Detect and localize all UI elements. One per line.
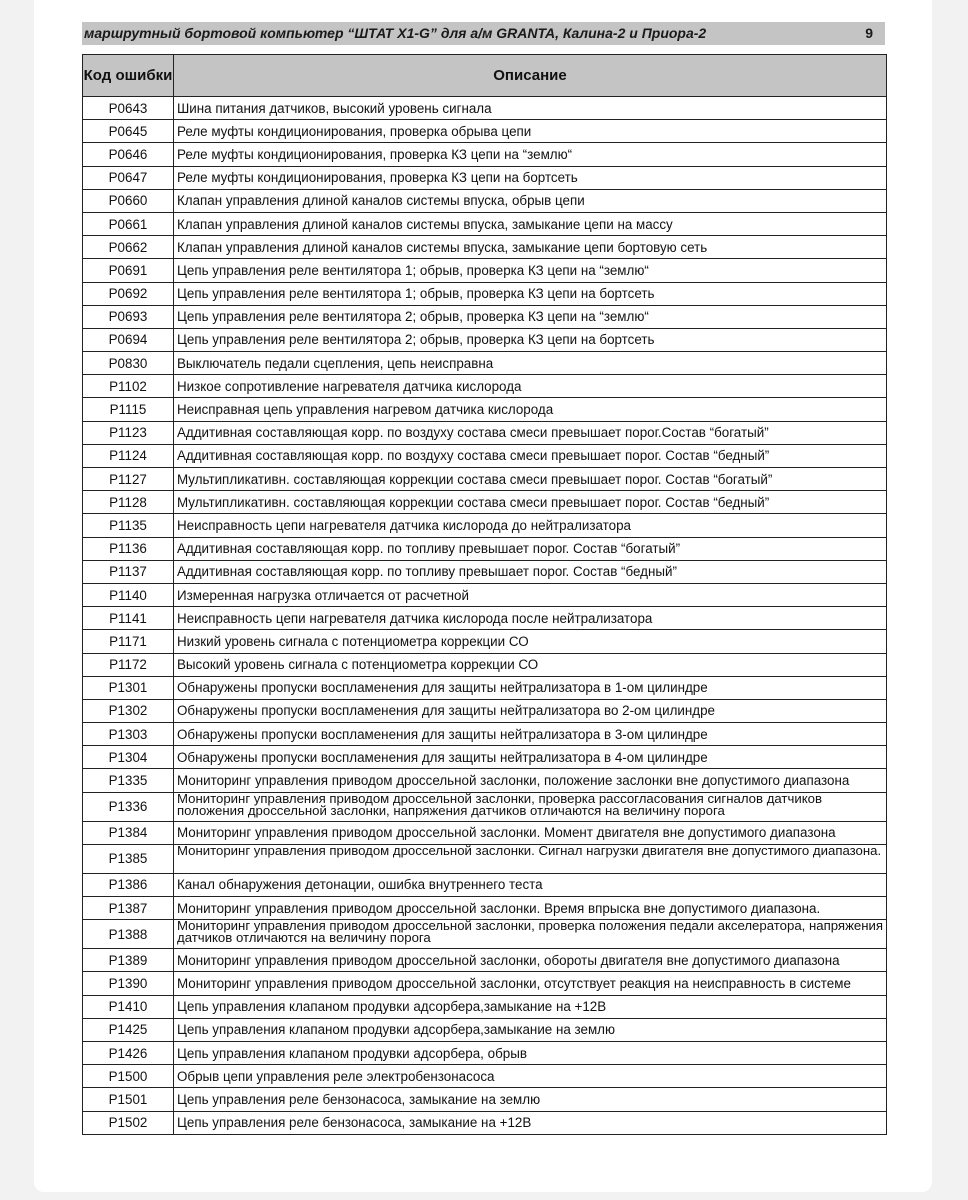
table-row (83, 723, 887, 746)
error-code: P0693 (83, 305, 174, 328)
table-row (83, 282, 887, 305)
error-code: P1128 (83, 491, 174, 514)
error-description: Клапан управления длиной каналов системы впуска, обрыв цепи (174, 189, 887, 212)
error-description: Обрыв цепи управления реле электробензонасоса (174, 1065, 887, 1088)
table-row (83, 444, 887, 467)
error-description: Мониторинг управления приводом дроссельной заслонки, отсутствует реакция на неисправность в системе (174, 972, 887, 995)
table-row (83, 676, 887, 699)
error-description: Высокий уровень сигнала с потенциометра коррекции СО (174, 653, 887, 676)
error-code: P1136 (83, 537, 174, 560)
error-description: Реле муфты кондиционирования, проверка КЗ цепи на бортсеть (174, 166, 887, 189)
error-code: P1127 (83, 468, 174, 491)
error-code: P0692 (83, 282, 174, 305)
error-description: Шина питания датчиков, высокий уровень сигнала (174, 97, 887, 120)
error-description: Мониторинг управления приводом дроссельной заслонки, проверка положения педали акселератора, напряжения датчиков отличаются на величину порога (174, 920, 887, 949)
table-row (83, 630, 887, 653)
error-code: P1301 (83, 676, 174, 699)
error-description: Аддитивная составляющая корр. по топливу превышает порог. Состав “богатый” (174, 537, 887, 560)
table-row (83, 212, 887, 235)
table-row (83, 236, 887, 259)
error-code: P1388 (83, 920, 174, 949)
error-code: P0660 (83, 189, 174, 212)
error-code: P0662 (83, 236, 174, 259)
error-code: P0830 (83, 352, 174, 375)
error-code: P0646 (83, 143, 174, 166)
error-code: P1502 (83, 1111, 174, 1134)
table-row (83, 699, 887, 722)
error-code: P1410 (83, 995, 174, 1018)
error-description: Низкий уровень сигнала с потенциометра коррекции СО (174, 630, 887, 653)
table-body (83, 97, 887, 1135)
table-row (83, 514, 887, 537)
error-code: P0647 (83, 166, 174, 189)
table-row (83, 421, 887, 444)
error-description: Цепь управления клапаном продувки адсорбера,замыкание на землю (174, 1018, 887, 1041)
table-row (83, 1018, 887, 1041)
error-code: P1384 (83, 821, 174, 844)
error-description: Аддитивная составляющая корр. по топливу превышает порог. Состав “бедный” (174, 560, 887, 583)
table-row (83, 352, 887, 375)
table-row (83, 972, 887, 995)
table-row (83, 1065, 887, 1088)
error-description: Обнаружены пропуски воспламенения для защиты нейтрализатора в 4-ом цилиндре (174, 746, 887, 769)
error-code: P1304 (83, 746, 174, 769)
table-row (83, 491, 887, 514)
table-row (83, 583, 887, 606)
error-description: Реле муфты кондиционирования, проверка обрыва цепи (174, 120, 887, 143)
error-code: P1102 (83, 375, 174, 398)
error-code: P1115 (83, 398, 174, 421)
error-code: P1385 (83, 844, 174, 873)
error-code: P1141 (83, 607, 174, 630)
error-description: Обнаружены пропуски воспламенения для защиты нейтрализатора в 3-ом цилиндре (174, 723, 887, 746)
page-number: 9 (865, 25, 873, 41)
table-header-row (83, 55, 887, 97)
table-row (83, 653, 887, 676)
error-description: Мультипликативн. составляющая коррекции состава смеси превышает порог. Состав “бедный” (174, 491, 887, 514)
error-description: Неисправная цепь управления нагревом датчика кислорода (174, 398, 887, 421)
error-code: P1124 (83, 444, 174, 467)
error-code: P0691 (83, 259, 174, 282)
table-row (83, 1111, 887, 1134)
error-description: Цепь управления реле вентилятора 2; обрыв, проверка КЗ цепи на бортсеть (174, 328, 887, 351)
error-code: P1123 (83, 421, 174, 444)
error-description: Аддитивная составляющая корр. по воздуху состава смеси превышает порог.Состав “богатый” (174, 421, 887, 444)
error-code: P1140 (83, 583, 174, 606)
error-code: P1500 (83, 1065, 174, 1088)
column-header-code: Код ошибки (83, 55, 174, 97)
error-description: Измеренная нагрузка отличается от расчетной (174, 583, 887, 606)
error-code: P1335 (83, 769, 174, 792)
error-description: Мониторинг управления приводом дроссельной заслонки. Момент двигателя вне допустимого диапазона (174, 821, 887, 844)
error-code: P0645 (83, 120, 174, 143)
table-row (83, 189, 887, 212)
error-code: P1387 (83, 897, 174, 920)
table-row (83, 97, 887, 120)
error-description: Клапан управления длиной каналов системы впуска, замыкание цепи на массу (174, 212, 887, 235)
table-row (83, 398, 887, 421)
error-code: P1137 (83, 560, 174, 583)
error-code: P0643 (83, 97, 174, 120)
error-code: P1303 (83, 723, 174, 746)
error-description: Выключатель педали сцепления, цепь неисправна (174, 352, 887, 375)
table-row (83, 166, 887, 189)
error-description: Обнаружены пропуски воспламенения для защиты нейтрализатора во 2-ом цилиндре (174, 699, 887, 722)
table-row (83, 769, 887, 792)
error-description: Цепь управления клапаном продувки адсорбера, обрыв (174, 1041, 887, 1064)
table-row (83, 259, 887, 282)
error-description: Мониторинг управления приводом дроссельной заслонки. Время впрыска вне допустимого диапазона. (174, 897, 887, 920)
error-code: P1171 (83, 630, 174, 653)
table-row (83, 897, 887, 920)
error-description: Мониторинг управления приводом дроссельной заслонки, проверка рассогласования сигналов датчиков положения дроссельной заслонки, напряжения датчиков отличаются на величину порога (174, 792, 887, 821)
error-description: Мониторинг управления приводом дроссельной заслонки. Сигнал нагрузки двигателя вне допустимого диапазона. (174, 844, 887, 873)
error-code: P0694 (83, 328, 174, 351)
table-row (83, 143, 887, 166)
table-row (83, 873, 887, 896)
error-description: Цепь управления реле бензонасоса, замыкание на землю (174, 1088, 887, 1111)
table-row (83, 949, 887, 972)
error-description: Цепь управления реле вентилятора 1; обрыв, проверка КЗ цепи на “землю“ (174, 259, 887, 282)
error-code: P1302 (83, 699, 174, 722)
error-description: Цепь управления реле вентилятора 2; обрыв, проверка КЗ цепи на “землю“ (174, 305, 887, 328)
page-header (82, 22, 885, 45)
error-description: Цепь управления клапаном продувки адсорбера,замыкание на +12В (174, 995, 887, 1018)
error-code: P0661 (83, 212, 174, 235)
error-description: Цепь управления реле бензонасоса, замыкание на +12В (174, 1111, 887, 1134)
table-row (83, 1088, 887, 1111)
error-code: P1501 (83, 1088, 174, 1111)
table-row (83, 607, 887, 630)
error-description: Клапан управления длиной каналов системы впуска, замыкание цепи бортовую сеть (174, 236, 887, 259)
table-row (83, 920, 887, 949)
table-row (83, 537, 887, 560)
error-description: Низкое сопротивление нагревателя датчика кислорода (174, 375, 887, 398)
error-description: Мультипликативн. составляющая коррекции состава смеси превышает порог. Состав “богатый” (174, 468, 887, 491)
error-code: P1386 (83, 873, 174, 896)
table-row (83, 468, 887, 491)
column-header-description: Описание (174, 55, 887, 97)
table-row (83, 120, 887, 143)
table-row (83, 305, 887, 328)
error-code: P1390 (83, 972, 174, 995)
error-code: P1172 (83, 653, 174, 676)
table-row (83, 375, 887, 398)
error-code: P1426 (83, 1041, 174, 1064)
table-row (83, 746, 887, 769)
error-description: Канал обнаружения детонации, ошибка внутреннего теста (174, 873, 887, 896)
error-description: Реле муфты кондиционирования, проверка КЗ цепи на “землю“ (174, 143, 887, 166)
error-code: P1135 (83, 514, 174, 537)
error-description: Мониторинг управления приводом дроссельной заслонки, обороты двигателя вне допустимого диапазона (174, 949, 887, 972)
document-title: маршрутный бортовой компьютер “ШТАТ X1-G” для а/м GRANTA, Калина-2 и Приора-2 (84, 25, 707, 41)
table-row (83, 844, 887, 873)
table-row (83, 328, 887, 351)
table-row (83, 1041, 887, 1064)
table-row (83, 560, 887, 583)
error-code: P1389 (83, 949, 174, 972)
error-code: P1425 (83, 1018, 174, 1041)
error-codes-table (82, 54, 887, 1135)
error-description: Обнаружены пропуски воспламенения для защиты нейтрализатора в 1-ом цилиндре (174, 676, 887, 699)
error-code: P1336 (83, 792, 174, 821)
error-description: Неисправность цепи нагревателя датчика кислорода до нейтрализатора (174, 514, 887, 537)
error-description: Мониторинг управления приводом дроссельной заслонки, положение заслонки вне допустимого диапазона (174, 769, 887, 792)
table-row (83, 995, 887, 1018)
table-row (83, 821, 887, 844)
error-description: Аддитивная составляющая корр. по воздуху состава смеси превышает порог. Состав “бедный” (174, 444, 887, 467)
table-row (83, 792, 887, 821)
error-description: Цепь управления реле вентилятора 1; обрыв, проверка КЗ цепи на бортсеть (174, 282, 887, 305)
error-description: Неисправность цепи нагревателя датчика кислорода после нейтрализатора (174, 607, 887, 630)
